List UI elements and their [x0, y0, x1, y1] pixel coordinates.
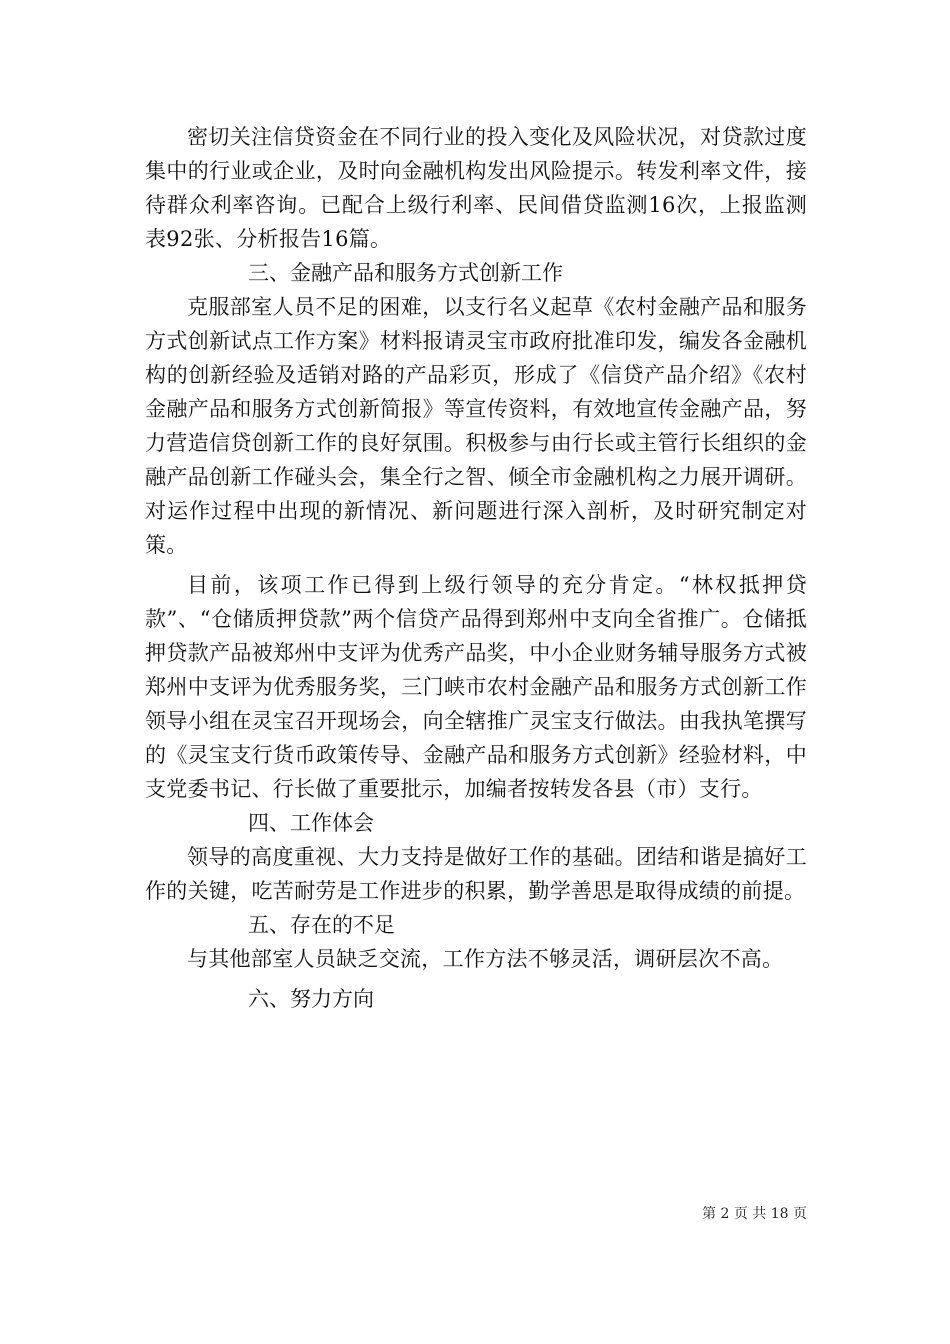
paragraph-innovation-work: 克服部室人员不足的困难，以支行名义起草《农村金融产品和服务方式创新试点工作方案》材料报请灵宝市政府批准印发，编发各金融机构的创新经验及适销对路的产品彩页，形成了《信贷产品介绍》《农村金融产品和服务方式创新简报》等宣传资料，有效地宣传金融产品，努力营造信贷创新工作的良好氛围。积极参与由行长或主管行长组织的金融产品创新工作碰头会，集全行之智、倾全市金融机构之力展开调研。对运作过程中出现的新情况、新问题进行深入剖析，及时研究制定对策。	[145, 295, 807, 557]
paragraph-achievements: 目前，该项工作已得到上级行领导的充分肯定。“林权抵押贷款”、“仓储质押贷款”两个信贷产品得到郑州中支向全省推广。仓储抵押贷款产品被郑州中支评为优秀产品奖，中小企业财务辅导服务方式被郑州中支评为优秀服务奖，三门峡市农村金融产品和服务方式创新工作领导小组在灵宝召开现场会，向全辖推广灵宝支行做法。由我执笔撰写的《灵宝支行货币政策传导、金融产品和服务方式创新》经验材料，中支党委书记、行长做了重要批示，加编者按转发各县（市）支行。	[145, 573, 807, 801]
heading-shortcomings: 五、存在的不足	[248, 913, 395, 937]
heading-work-experience: 四、工作体会	[248, 811, 374, 835]
paragraph-shortcomings: 与其他部室人员缺乏交流，工作方法不够灵活，调研层次不高。	[187, 947, 784, 971]
heading-direction: 六、努力方向	[248, 987, 374, 1011]
paragraph-experience: 领导的高度重视、大力支持是做好工作的基础。团结和谐是搞好工作的关键，吃苦耐劳是工作进步的积累，勤学善思是取得成绩的前提。	[145, 845, 807, 903]
paragraph-risk-monitoring: 密切关注信贷资金在不同行业的投入变化及风险状况，对贷款过度集中的行业或企业，及时向金融机构发出风险提示。转发利率文件，接待群众利率咨询。已配合上级行利率、民间借贷监测16次，上报监测表92张、分析报告16篇。	[145, 125, 807, 251]
document-body	[145, 120, 807, 1016]
heading-product-innovation: 三、金融产品和服务方式创新工作	[248, 261, 563, 285]
page-number: 第 2 页 共 18 页	[702, 1206, 807, 1222]
